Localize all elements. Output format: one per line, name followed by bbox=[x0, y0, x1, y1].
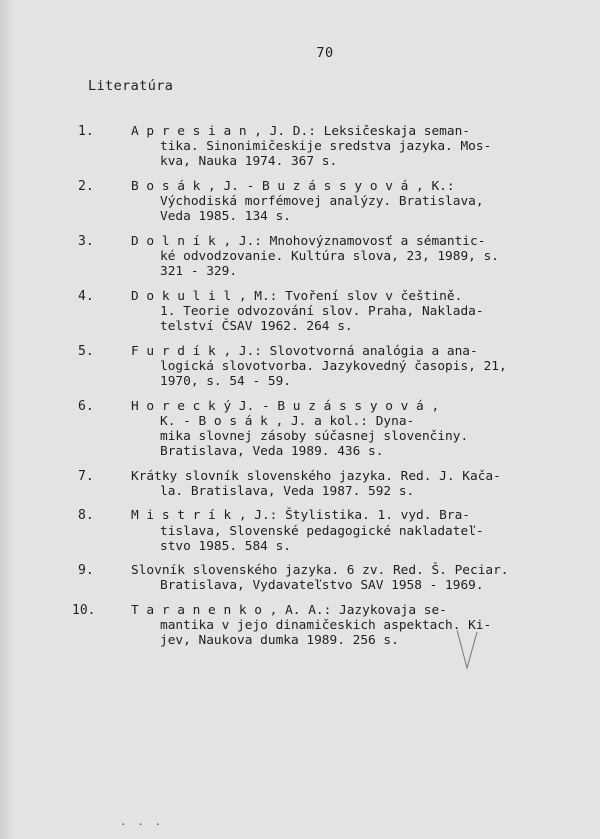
reference-number: 5. bbox=[78, 343, 94, 359]
reference-line: Krátky slovník slovenského jazyka. Red. J. Kača- bbox=[131, 468, 501, 484]
reference-item bbox=[78, 179, 583, 225]
reference-line: 321 - 329. bbox=[160, 264, 238, 280]
reference-line: T a r a n e n k o , A. A.: Jazykovaja se- bbox=[131, 602, 447, 618]
reference-line: kva, Nauka 1974. 367 s. bbox=[160, 154, 338, 170]
reference-text bbox=[131, 124, 583, 170]
page-edge-shadow bbox=[0, 0, 14, 839]
reference-line: Bratislava, Vydavateľstvo SAV 1958 - 1969. bbox=[160, 578, 484, 594]
scan-artifact: · · · bbox=[120, 818, 164, 831]
reference-line: jev, Naukova dumka 1989. 256 s. bbox=[160, 633, 399, 649]
reference-number: 1. bbox=[78, 124, 94, 139]
reference-line: B o s á k , J. - B u z á s s y o v á , K.: bbox=[131, 178, 455, 194]
reference-item bbox=[78, 289, 583, 335]
page-number: 70 bbox=[316, 45, 334, 61]
reference-item bbox=[78, 344, 583, 390]
reference-line: K. - B o s á k , J. a kol.: Dyna- bbox=[160, 413, 415, 429]
reference-line: stvo 1985. 584 s. bbox=[160, 538, 291, 554]
reference-item bbox=[78, 563, 583, 593]
reference-line: M i s t r í k , J.: Štylistika. 1. vyd. Bra- bbox=[131, 508, 470, 524]
reference-line: H o r e c k ý J. - B u z á s s y o v á , bbox=[131, 398, 440, 414]
reference-number: 4. bbox=[78, 288, 94, 304]
reference-text bbox=[131, 344, 583, 390]
reference-line: A p r e s i a n , J. D.: Leksičeskaja seman- bbox=[131, 124, 470, 139]
reference-line: tika. Sinonimičeskije sredstva jazyka. Mos- bbox=[160, 139, 492, 155]
reference-line: Slovník slovenského jazyka. 6 zv. Red. Š. Peciar. bbox=[131, 563, 509, 579]
reference-text bbox=[131, 234, 583, 280]
reference-line: D o l n í k , J.: Mnohovýznamovosť a sémantic- bbox=[131, 233, 486, 249]
reference-item bbox=[78, 399, 583, 460]
reference-line: Východiská morfémovej analýzy. Bratislava, bbox=[160, 194, 484, 210]
reference-text bbox=[131, 508, 583, 554]
reference-number: 3. bbox=[78, 233, 94, 249]
reference-number: 9. bbox=[78, 563, 94, 579]
reference-text bbox=[131, 399, 583, 460]
reference-text bbox=[131, 563, 583, 593]
reference-number: 8. bbox=[78, 508, 94, 524]
reference-line: mantika v jejo dinamičeskich aspektach. Ki- bbox=[160, 618, 492, 634]
reference-item bbox=[78, 234, 583, 280]
reference-line: F u r d í k , J.: Slovotvorná analógia a ana- bbox=[131, 343, 478, 359]
reference-line: Bratislava, Veda 1989. 436 s. bbox=[160, 444, 384, 460]
reference-item bbox=[72, 602, 583, 649]
reference-line: logická slovotvorba. Jazykovedný časopis, 21, bbox=[160, 358, 507, 374]
reference-line: 1. Teorie odvozování slov. Praha, Naklada- bbox=[160, 303, 484, 319]
section-heading: Literatúra bbox=[88, 78, 174, 94]
reference-line: la. Bratislava, Veda 1987. 592 s. bbox=[160, 483, 415, 499]
reference-line: 1970, s. 54 - 59. bbox=[160, 374, 291, 390]
pencil-mark-icon bbox=[455, 628, 485, 688]
reference-number: 7. bbox=[78, 468, 94, 484]
reference-line: D o k u l i l , M.: Tvoření slov v češtině. bbox=[131, 288, 463, 304]
reference-item bbox=[78, 469, 583, 499]
reference-item bbox=[78, 124, 583, 170]
reference-number: 10. bbox=[72, 602, 96, 618]
reference-text bbox=[131, 179, 583, 225]
reference-text bbox=[131, 469, 583, 499]
reference-line: telství ČSAV 1962. 264 s. bbox=[160, 319, 353, 335]
reference-line: mika slovnej zásoby súčasnej slovenčiny. bbox=[160, 428, 469, 444]
reference-line: tislava, Slovenské pedagogické nakladateľ- bbox=[160, 523, 484, 539]
reference-list bbox=[72, 124, 583, 658]
reference-line: Veda 1985. 134 s. bbox=[160, 209, 291, 225]
reference-text bbox=[131, 289, 583, 335]
reference-number: 2. bbox=[78, 178, 94, 194]
reference-number: 6. bbox=[78, 398, 94, 414]
reference-item bbox=[78, 508, 583, 554]
reference-line: ké odvodzovanie. Kultúra slova, 23, 1989, s. bbox=[160, 249, 499, 265]
reference-text bbox=[131, 603, 583, 649]
